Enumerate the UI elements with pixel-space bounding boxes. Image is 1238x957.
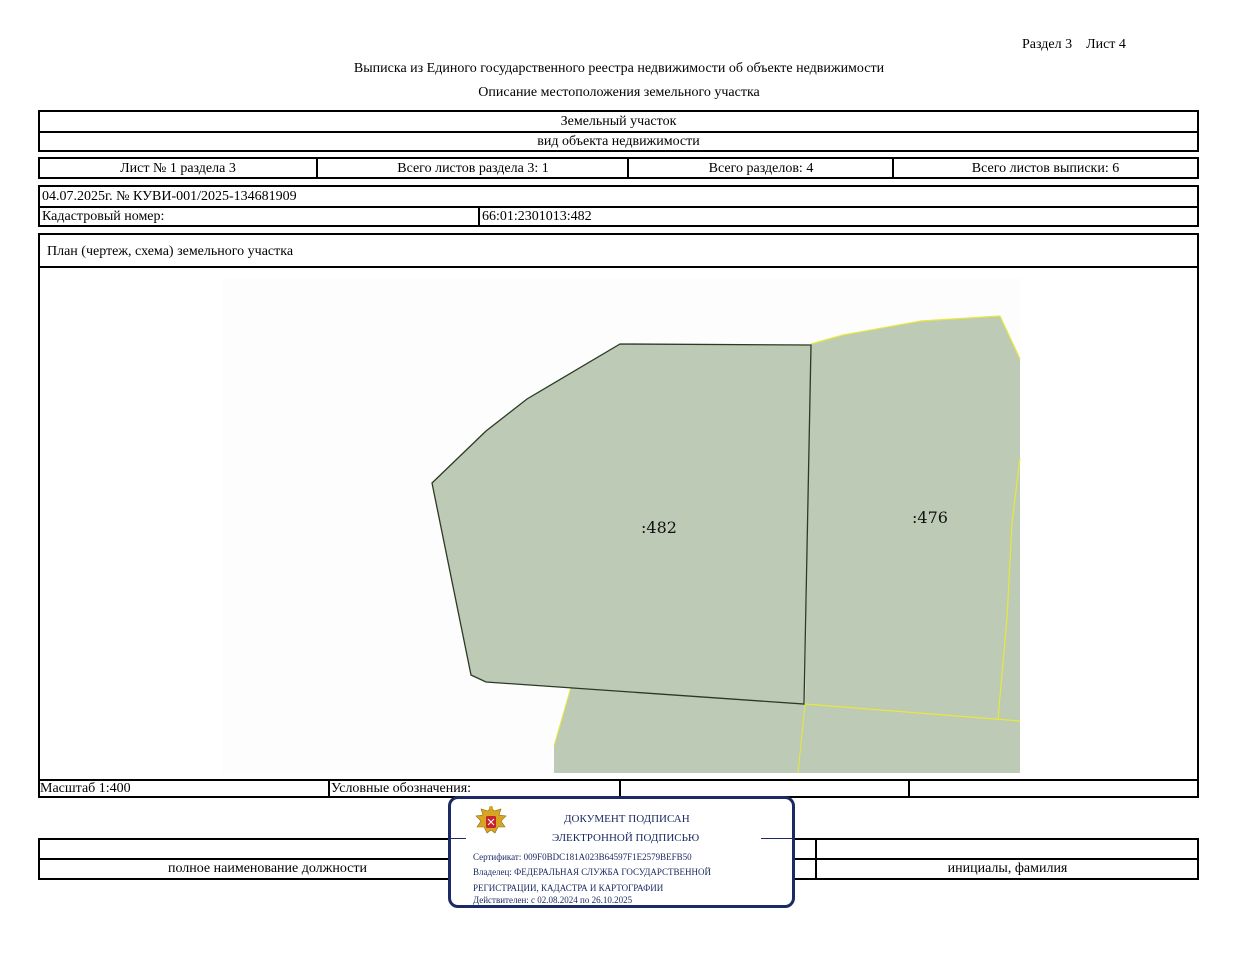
stamp-valid: Действителен: с 02.08.2024 по 26.10.2025 [473, 895, 633, 905]
stamp-owner-line1: Владелец: ФЕДЕРАЛЬНАЯ СЛУЖБА ГОСУДАРСТВЕННОЙ [473, 867, 712, 877]
object-kind: вид объекта недвижимости [537, 134, 700, 149]
cadastral-value: 66:01:2301013:482 [482, 209, 592, 224]
section-sheet-label: Раздел 3 Лист 4 [1022, 37, 1126, 52]
stamp-line1: ДОКУМЕНТ ПОДПИСАН [564, 813, 690, 825]
cadastral-label: Кадастровый номер: [42, 209, 165, 224]
parcel-label-476: :476 [912, 508, 948, 527]
stamp-certificate: Сертификат: 009F0BDC181A023B64597F1E2579BEFB50 [473, 852, 692, 862]
double-headed-eagle-emblem-icon [471, 803, 511, 843]
initials-label: инициалы, фамилия [947, 861, 1068, 876]
stamp-line2: ЭЛЕКТРОННОЙ ПОДПИСЬЮ [552, 832, 700, 844]
date-number: 04.07.2025г. № КУВИ-001/2025-134681909 [42, 189, 297, 204]
total-sheets-extract: Всего листов выписки: 6 [971, 161, 1120, 176]
total-sheets-section: Всего листов раздела 3: 1 [397, 161, 549, 176]
plan-block [38, 233, 1199, 781]
parcel-label-482: :482 [641, 518, 677, 537]
record-block [38, 185, 1199, 227]
scale-label: Масштаб 1:400 [40, 781, 131, 796]
sheets-row [38, 157, 1199, 179]
position-label: полное наименование должности [167, 861, 368, 876]
object-block [38, 110, 1199, 152]
plan-title: План (чертеж, схема) земельного участка [47, 244, 294, 259]
electronic-signature-stamp [448, 796, 795, 908]
total-sections: Всего разделов: 4 [708, 161, 814, 176]
sheet-of-section: Лист № 1 раздела 3 [120, 161, 236, 176]
parcel-map [40, 268, 1197, 779]
stamp-owner-line2: РЕГИСТРАЦИИ, КАДАСТРА И КАРТОГРАФИИ [473, 883, 664, 893]
document-subtitle: Описание местоположения земельного участка [478, 85, 760, 100]
document-title: Выписка из Единого государственного реестра недвижимости об объекте недвижимости [353, 61, 885, 76]
object-name: Земельный участок [560, 114, 677, 129]
legend-label: Условные обозначения: [331, 781, 472, 796]
divider [40, 131, 1197, 133]
